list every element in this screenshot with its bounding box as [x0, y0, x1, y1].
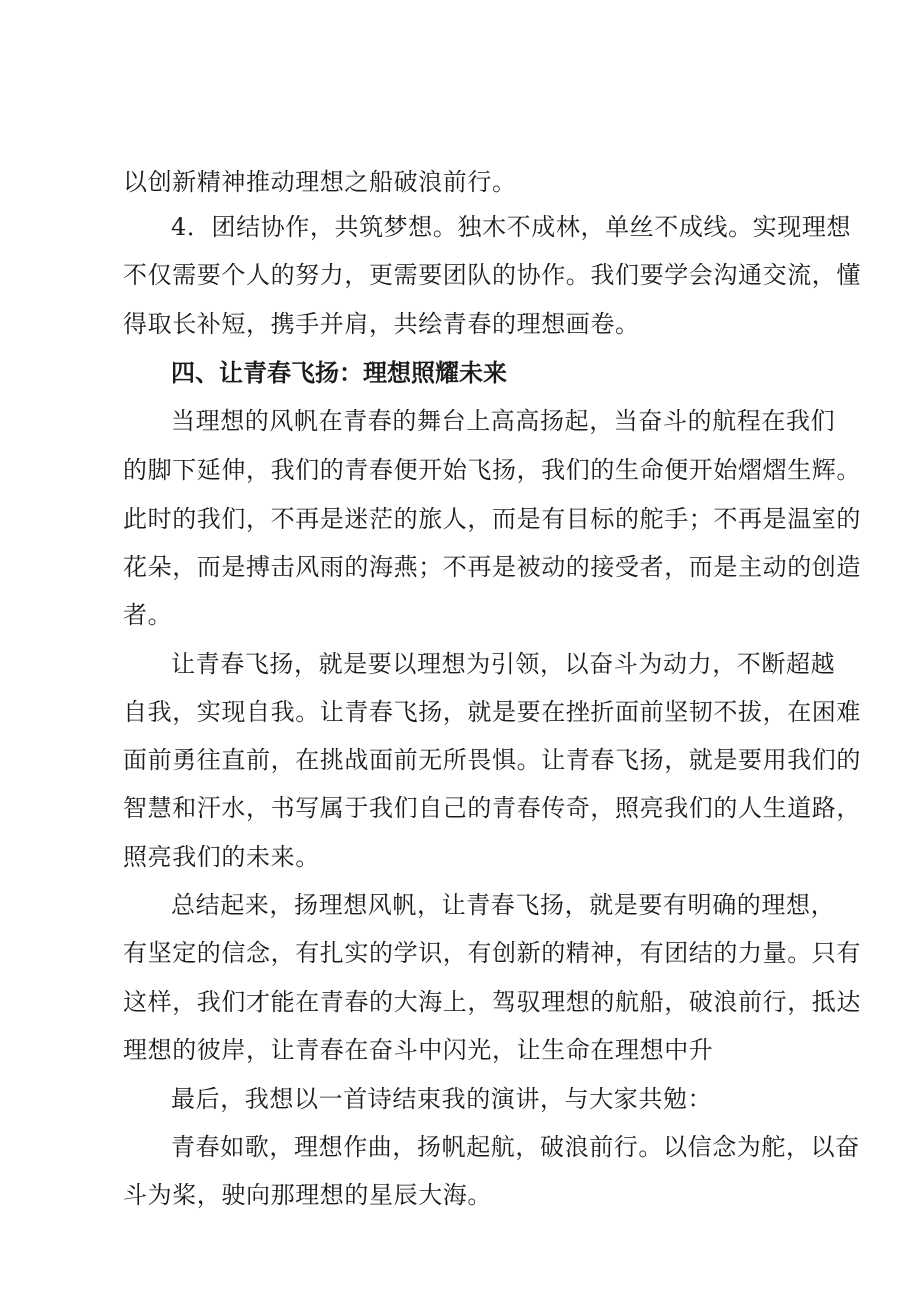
- text-line-18: 这样，我们才能在青春的大海上，驾驭理想的航船，破浪前行，抵达: [123, 988, 861, 1016]
- text-line-12: 自我，实现自我。让青春飞扬，就是要在挫折面前坚韧不拔，在困难: [123, 698, 861, 726]
- text-line-1: 以创新精神推动理想之船破浪前行。: [123, 168, 517, 196]
- text-line-15: 照亮我们的未来。: [123, 843, 320, 871]
- text-line-10: 者。: [123, 601, 173, 629]
- text-line-6: 当理想的风帆在青春的舞台上高高扬起，当奋斗的航程在我们: [171, 407, 836, 435]
- text-line-3: 不仅需要个人的努力，更需要团队的协作。我们要学会沟通交流，懂: [123, 261, 861, 289]
- text-line-16: 总结起来，扬理想风帆，让青春飞扬，就是要有明确的理想，: [171, 891, 836, 919]
- text-line-9: 花朵，而是搏击风雨的海燕；不再是被动的接受者，而是主动的创造: [123, 553, 861, 581]
- section-heading: 四、让青春飞扬：理想照耀未来: [171, 359, 507, 387]
- text-line-21: 青春如歌，理想作曲，扬帆起航，破浪前行。以信念为舵，以奋: [171, 1133, 860, 1161]
- text-line-11: 让青春飞扬，就是要以理想为引领，以奋斗为动力，不断超越: [171, 650, 836, 678]
- text-line-20: 最后，我想以一首诗结束我的演讲，与大家共勉：: [171, 1085, 713, 1113]
- text-line-7: 的脚下延伸，我们的青春便开始飞扬，我们的生命便开始熠熠生辉。: [123, 456, 861, 484]
- text-line-13: 面前勇往直前，在挑战面前无所畏惧。让青春飞扬，就是要用我们的: [123, 746, 861, 774]
- text-line-8: 此时的我们，不再是迷茫的旅人，而是有目标的舵手；不再是温室的: [123, 505, 861, 533]
- text-line-17: 有坚定的信念，有扎实的学识，有创新的精神，有团结的力量。只有: [123, 939, 861, 967]
- text-line-2: 4．团结协作，共筑梦想。独木不成林，单丝不成线。实现理想: [171, 213, 852, 241]
- text-line-19: 理想的彼岸，让青春在奋斗中闪光，让生命在理想中升: [123, 1036, 714, 1064]
- text-line-14: 智慧和汗水，书写属于我们自己的青春传奇，照亮我们的人生道路，: [123, 794, 861, 822]
- text-line-4: 得取长补短，携手并肩，共绘青春的理想画卷。: [123, 310, 640, 338]
- text-line-22: 斗为桨，驶向那理想的星辰大海。: [123, 1181, 492, 1209]
